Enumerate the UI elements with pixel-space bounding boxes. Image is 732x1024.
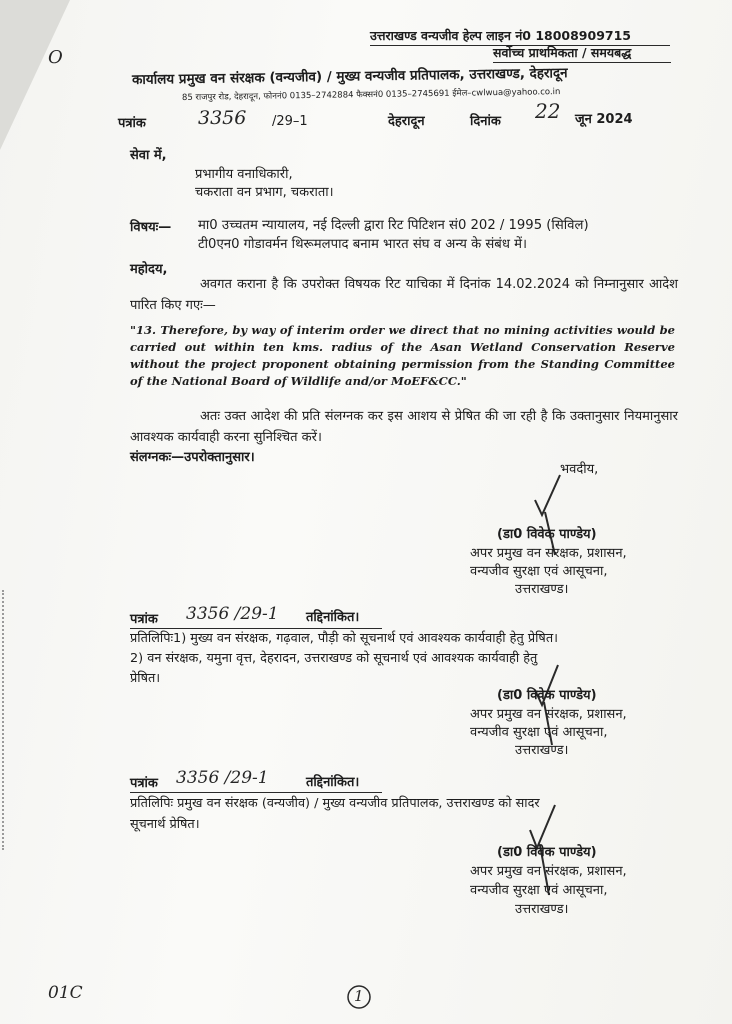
priority-text: सर्वोच्च प्राथमिकता / समयबद्ध [493, 45, 632, 60]
ref-number: 3356 [198, 107, 247, 129]
copy2-ref-label: पत्रांक [130, 776, 158, 791]
office-address: 85 राजपुर रोड, देहरादून, फोननं0 0135–2742884 फैक्सनं0 0135–2745691 ईमेल–cwlwua@yahoo.co.in [181, 87, 561, 103]
copy1-dated: तद्दिनांकित। [306, 610, 360, 625]
subject-line1: मा0 उच्चतम न्यायालय, नई दिल्ली द्वारा रिट पिटिशन सं0 202 / 1995 (सिविल) [198, 218, 589, 233]
margin-handwritten-mark: O [48, 47, 63, 68]
folded-corner [0, 0, 70, 150]
ref-day: 22 [535, 99, 561, 123]
signatory-designation-2a: अपर प्रमुख वन संरक्षक, प्रशासन, [470, 707, 627, 722]
addressee-line1: प्रभागीय वनाधिकारी, [195, 167, 293, 182]
signatory-designation-3a: अपर प्रमुख वन संरक्षक, प्रशासन, [470, 864, 627, 879]
footer-handwritten-note: 01C [48, 983, 83, 1003]
copy2-dated: तद्दिनांकित। [306, 775, 360, 790]
signatory-designation-2b: वन्यजीव सुरक्षा एवं आसूचना, [470, 725, 608, 740]
office-title: कार्यालय प्रमुख वन संरक्षक (वन्यजीव) / मुख्य वन्यजीव प्रतिपालक, उत्तराखण्ड, देहरादून [131, 65, 568, 88]
copy2-ref-number: 3356 /29-1 [176, 768, 269, 788]
ref-month-year: जून 2024 [575, 112, 633, 127]
copy1-ref-label: पत्रांक [130, 612, 158, 627]
signatory-name-2: (डा0 विवेक पाण्डेय) [497, 688, 597, 703]
signatory-designation-1a: अपर प्रमुख वन संरक्षक, प्रशासन, [470, 546, 627, 561]
copy2-line2: सूचनार्थ प्रेषित। [130, 817, 200, 832]
helpline-text: उत्तराखण्ड वन्यजीव हेल्प लाइन नं0 18008909715 [370, 28, 631, 43]
signatory-designation-1c: उत्तराखण्ड। [515, 582, 569, 597]
copy2-underline [130, 792, 382, 793]
ref-suffix: /29–1 [272, 114, 308, 129]
attachment-note: संलग्नकः—उपरोक्तानुसार। [130, 450, 255, 465]
signatory-name-3: (डा0 विवेक पाण्डेय) [497, 845, 597, 860]
court-order-quote: "13. Therefore, by way of interim order we direct that no mining activities would be carried out within ten kms. radius of the Asan Wetland Conservation Reserve without the project proponent obtaining permission from the Standing Committee of the National Board of Wildlife and/or MoEF&CC." [130, 323, 675, 388]
signatory-designation-1b: वन्यजीव सुरक्षा एवं आसूचना, [470, 564, 608, 579]
salutation: सेवा में, [130, 148, 167, 163]
signatory-name-1: (डा0 विवेक पाण्डेय) [497, 527, 597, 542]
closing: भवदीय, [560, 462, 599, 477]
body-paragraph-2: अतः उक्त आदेश की प्रति संलग्नक कर इस आशय से प्रेषित की जा रही है कि उक्तानुसार नियमानुसार आवश्यक कार्यवाही करना सुनिश्चित करें। [130, 409, 678, 445]
signatory-designation-3b: वन्यजीव सुरक्षा एवं आसूचना, [470, 883, 608, 898]
body-paragraph-1: अवगत कराना है कि उपरोक्त विषयक रिट याचिका में दिनांक 14.02.2024 को निम्नानुसार आदेश पारित किए गएः— [130, 277, 678, 313]
copy1-underline [130, 628, 382, 629]
copy2-line1: प्रतिलिपिः प्रमुख वन संरक्षक (वन्यजीव) / मुख्य वन्यजीव प्रतिपालक, उत्तराखण्ड को सादर [130, 796, 540, 811]
subject-line2: टी0एन0 गोडावर्मन थिरूमलपाद बनाम भारत संघ व अन्य के संबंध में। [198, 237, 528, 252]
page-number: 1 [354, 987, 364, 1005]
copy1-ref-number: 3356 /29-1 [186, 604, 279, 624]
copy1-line2: 2) वन संरक्षक, यमुना वृत्त, देहरादन, उत्तराखण्ड को सूचनार्थ एवं आवश्यक कार्यवाही हेतु [130, 651, 538, 666]
subject-label: विषयः— [130, 220, 172, 235]
ref-place: देहरादून [388, 114, 425, 129]
addressee-line2: चकराता वन प्रभाग, चकराता। [195, 185, 334, 200]
priority-underline [493, 62, 671, 63]
margin-marks [2, 590, 14, 850]
copy1-line3: प्रेषित। [130, 671, 161, 686]
copy1-line1: प्रतिलिपिः1) मुख्य वन संरक्षक, गढ़वाल, पौड़ी को सूचनार्थ एवं आवश्यक कार्यवाही हेतु प्रेषित। [130, 631, 558, 646]
signatory-designation-2c: उत्तराखण्ड। [515, 743, 569, 758]
greeting: महोदय, [130, 262, 168, 277]
ref-date-label: दिनांक [470, 114, 501, 129]
signatory-designation-3c: उत्तराखण्ड। [515, 902, 569, 917]
ref-label: पत्रांक [118, 116, 146, 131]
